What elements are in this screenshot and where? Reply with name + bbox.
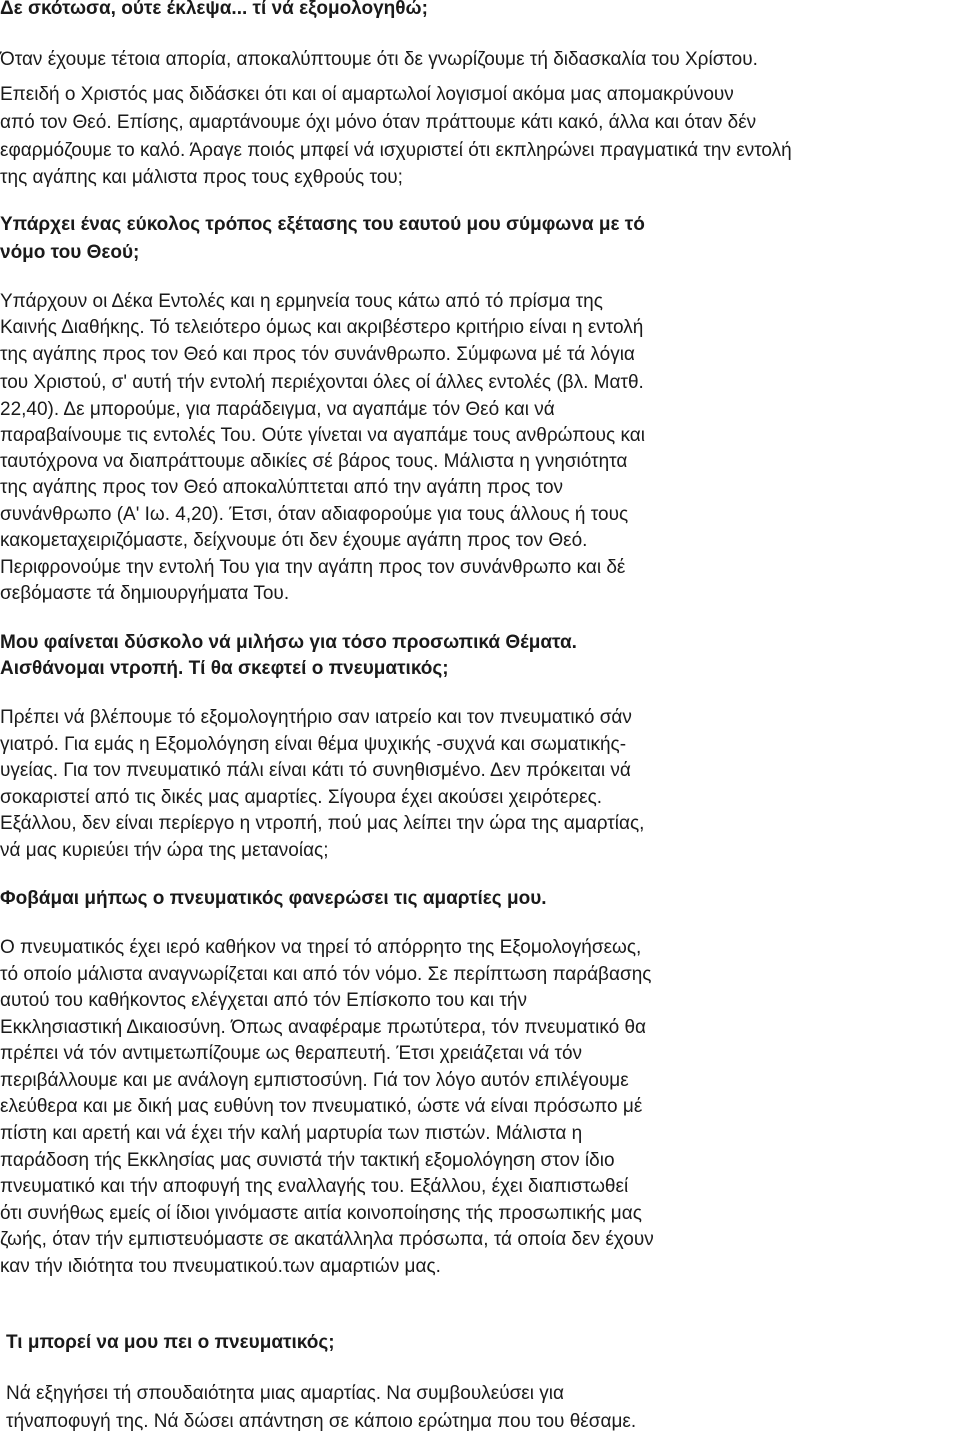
paragraph-line: παραβαίνουμε τις εντολές Του. Ούτε γίνεται να αγαπάμε τους ανθρώπους και bbox=[0, 425, 645, 446]
paragraph-line: του Χριστού, σ' αυτή τήν εντολή περιέχονται όλες οί άλλες εντολές (βλ. Ματθ. bbox=[0, 372, 644, 393]
paragraph-line: Εκκλησιαστική Δικαιοσύνη. Όπως αναφέραμε πρωτύτερα, τόν πνευματικό θα bbox=[0, 1017, 647, 1038]
paragraph-line: ταυτόχρονα να διαπράττουμε αδικίες σέ βάρος τους. Μάλιστα η γνησιότητα bbox=[0, 451, 628, 472]
paragraph-line: νά μας κυριεύει τήν ώρα της μετανοίας; bbox=[0, 840, 329, 861]
section-heading: Δε σκότωσα, ούτε έκλεψα... τί νά εξομολογηθώ; bbox=[0, 0, 428, 19]
paragraph-line: Εξάλλου, δεν είναι περίεργο η ντροπή, πού μας λείπει την ώρα της αμαρτίας, bbox=[0, 813, 645, 834]
paragraph-line: της αγάπης προς τον Θεό και προς τόν συνάνθρωπο. Σύμφωνα μέ τά λόγια bbox=[0, 344, 635, 365]
section-heading: Φοβάμαι μήπως ο πνευματικός φανερώσει τις αμαρτίες μου. bbox=[0, 888, 547, 909]
section-heading: Τι μπορεί να μου πει ο πνευματικός; bbox=[6, 1332, 335, 1353]
paragraph-line: καν τήν ιδιότητα του πνευματικού.των αμαρτιών μας. bbox=[0, 1256, 441, 1277]
paragraph-line: Επειδή ο Χριστός μας διδάσκει ότι και οί αμαρτωλοί λογισμοί ακόμα μας απομακρύνουν bbox=[0, 84, 734, 105]
paragraph-line: από τον Θεό. Επίσης, αμαρτάνουμε όχι μόνο όταν πράττουμε κάτι κακό, άλλα και όταν δέν bbox=[0, 112, 757, 133]
paragraph-line: Ο πνευματικός έχει ιερό καθήκον να τηρεί τό απόρρητο της Εξομολογήσεως, bbox=[0, 937, 642, 958]
section-heading: Αισθάνομαι ντροπή. Τί θα σκεφτεί ο πνευματικός; bbox=[0, 658, 449, 679]
paragraph-line: ότι συνήθως εμείς οί ίδιοι γινόμαστε αιτία κοινοποίησης τής προσωπικής μας bbox=[0, 1203, 642, 1224]
paragraph-line: σοκαριστεί από τις δικές μας αμαρτίες. Σίγουρα έχει ακούσει χειρότερες. bbox=[0, 787, 603, 808]
paragraph-line: της αγάπης προς τον Θεό αποκαλύπτεται από την αγάπη προς τον bbox=[0, 477, 564, 498]
paragraph-line: πίστη και αρετή και νά έχει τήν καλή μαρτυρία των πιστών. Μάλιστα η bbox=[0, 1123, 583, 1144]
paragraph-line: Νά εξηγήσει τή σπουδαιότητα μιας αμαρτίας. Να συμβουλεύσει για bbox=[6, 1383, 564, 1404]
paragraph-line: πρέπει νά τόν αντιμετωπίζουμε ως θεραπευτή. Έτσι χρειάζεται νά τόν bbox=[0, 1043, 583, 1064]
paragraph-line: τήναποφυγή της. Νά δώσει απάντηση σε κάποιο ερώτημα που του θέσαμε. bbox=[6, 1411, 637, 1432]
section-heading: νόμο του Θεού; bbox=[0, 242, 140, 263]
paragraph-line: υγείας. Για τον πνευματικό πάλι είναι κάτι τό συνηθισμένο. Δεν πρόκειται νά bbox=[0, 760, 631, 781]
paragraph-line: Περιφρονούμε την εντολή Του για την αγάπη προς τον συνάνθρωπο και δέ bbox=[0, 557, 626, 578]
paragraph-line: ελεύθερα και με δική μας ευθύνη τον πνευματικό, ώστε νά είναι πρόσωπο μέ bbox=[0, 1096, 643, 1117]
paragraph-line: πνευματικό και τήν αποφυγή της εναλλαγής του. Εξάλλου, έχει διαπιστωθεί bbox=[0, 1176, 629, 1197]
paragraph-line: περιβάλλουμε και με ανάλογη εμπιστοσύνη. Γιά τον λόγο αυτόν επιλέγουμε bbox=[0, 1070, 629, 1091]
paragraph-line: κακομεταχειριζόμαστε, δείχνουμε ότι δεν έχουμε αγάπη προς τον Θεό. bbox=[0, 530, 588, 551]
paragraph-line: τό οποίο μάλιστα αναγνωρίζεται και από τόν νόμο. Σε περίπτωση παράβασης bbox=[0, 964, 652, 985]
paragraph-line: Πρέπει νά βλέπουμε τό εξομολογητήριο σαν ιατρείο και τον πνευματικό σάν bbox=[0, 707, 632, 728]
paragraph-line: αυτού του καθήκοντος ελέγχεται από τόν Επίσκοπο του και τήν bbox=[0, 990, 527, 1011]
paragraph-line: παράδοση τής Εκκλησίας μας συνιστά τήν τακτική εξομολόγηση στον ίδιο bbox=[0, 1150, 615, 1171]
paragraph-line: συνάνθρωπο (Α' Ιω. 4,20). Έτσι, όταν αδιαφορούμε για τους άλλους ή τους bbox=[0, 504, 629, 525]
section-heading: Υπάρχει ένας εύκολος τρόπος εξέτασης του εαυτού μου σύμφωνα με τό bbox=[0, 214, 645, 235]
paragraph-line: της αγάπης και μάλιστα προς τους εχθρούς του; bbox=[0, 167, 403, 188]
paragraph-line: εφαρμόζουμε το καλό. Άραγε ποιός μπφεί νά ισχυριστεί ότι εκπληρώνει πραγματικά την εντολή bbox=[0, 140, 792, 161]
paragraph-line: σεβόμαστε τά δημιουργήματα Του. bbox=[0, 583, 290, 604]
section-heading: Μου φαίνεται δύσκολο νά μιλήσω για τόσο προσωπικά Θέματα. bbox=[0, 632, 577, 653]
paragraph-line: ζωής, όταν τήν εμπιστευόμαστε σε ακατάλληλα πρόσωπα, τά οποία δεν έχουν bbox=[0, 1229, 654, 1250]
paragraph-line: Όταν έχουμε τέτοια απορία, αποκαλύπτουμε ότι δε γνωρίζουμε τή διδασκαλία του Χρίστου. bbox=[0, 49, 758, 70]
paragraph-line: γιατρό. Για εμάς η Εξομολόγηση είναι θέμα ψυχικής -συχνά και σωματικής- bbox=[0, 734, 627, 755]
paragraph-line: 22,40). Δε μπορούμε, για παράδειγμα, να αγαπάμε τόν Θεό και νά bbox=[0, 399, 555, 420]
paragraph-line: Υπάρχουν οι Δέκα Εντολές και η ερμηνεία τους κάτω από τό πρίσμα της bbox=[0, 291, 603, 312]
paragraph-line: Καινής Διαθήκης. Τό τελειότερο όμως και ακριβέστερο κριτήριο είναι η εντολή bbox=[0, 317, 644, 338]
